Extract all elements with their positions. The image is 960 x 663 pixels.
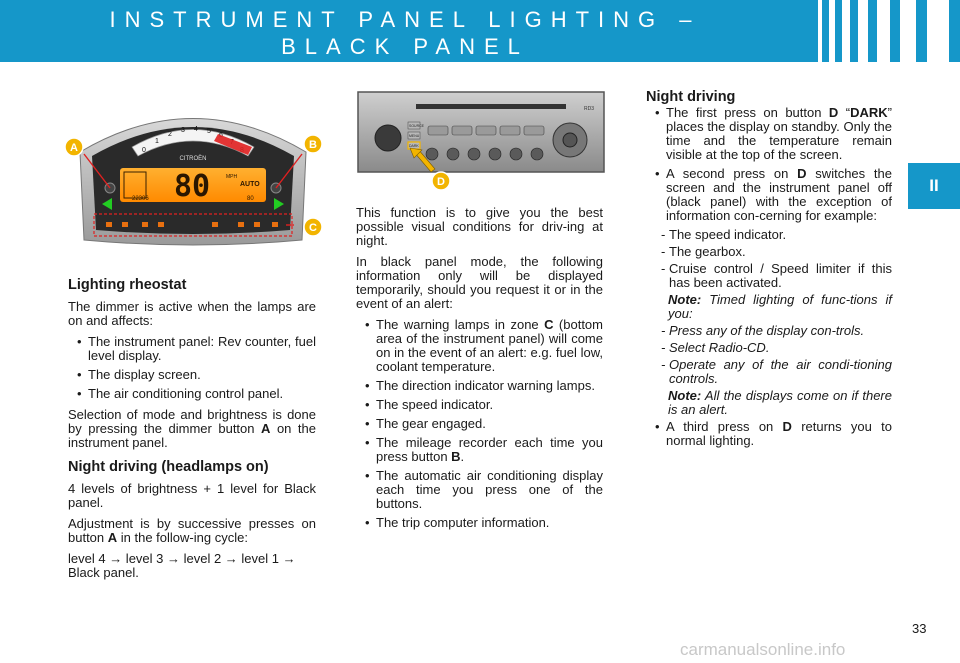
svg-text:D: D: [437, 176, 445, 188]
dash-item: - Select Radio-CD.: [646, 341, 892, 355]
tach-number: 0: [142, 147, 146, 154]
header-stripe: [900, 0, 916, 62]
svg-text:C: C: [309, 222, 317, 234]
dash-item: - Operate any of the air condi-tioning controls.: [646, 358, 892, 386]
radio-button-label: MENU: [409, 134, 420, 138]
chapter-tab[interactable]: II: [908, 163, 960, 209]
bullet-item: • The gear engaged.: [356, 417, 603, 431]
bullet-item: • A third press on D returns you to normal lighting.: [646, 420, 892, 448]
bullet-item: • The first press on button D “DARK” places the display on standby. Only the time and the temperature remain visible at the top of the screen.: [646, 106, 892, 162]
tach-number: 3: [181, 127, 185, 134]
paragraph: Adjustment is by successive presses on button A in the follow-ing cycle:: [68, 516, 316, 545]
callout-c: [304, 218, 322, 236]
dash-item: - The gearbox.: [646, 245, 892, 259]
left-column: [68, 278, 316, 587]
watermark: carmanualsonline.info: [680, 640, 846, 659]
speed-unit: MPH: [226, 174, 238, 180]
callout-a: [65, 138, 83, 156]
paragraph: level 4 → level 3 → level 2 → level 1 → Black panel.: [68, 551, 296, 580]
dash-item: - Press any of the display con-trols.: [646, 324, 892, 338]
instrument-panel-figure: [62, 90, 324, 250]
note: Note: Timed lighting of func-tions if you:: [668, 292, 892, 321]
tach-number: 2: [168, 131, 172, 138]
paragraph: The dimmer is active when the lamps are on and affects:: [68, 299, 316, 328]
bullet-item: • The instrument panel: Rev counter, fuel level display.: [68, 335, 316, 363]
tach-number: 1: [155, 138, 159, 145]
gear-mode: AUTO: [240, 181, 260, 188]
paragraph: 4 levels of brightness + 1 level for Black panel.: [68, 481, 316, 510]
header-stripe: [858, 0, 868, 62]
svg-text:B: B: [309, 139, 317, 151]
page-number: 33: [912, 621, 927, 636]
brand-label: CITROËN: [179, 156, 207, 162]
radio-figure: [356, 90, 608, 196]
bullet-item: • The warning lamps in zone C (bottom area of the instrument panel) will come on in the event of an alert: e.g. fuel low, coolant temperature.: [356, 318, 603, 374]
paragraph: In black panel mode, the following information only will be displayed temporarily, should you request it or in the event of an alert:: [356, 254, 603, 311]
bullet-item: • The trip computer information.: [356, 516, 603, 530]
speed-digits: 80: [174, 169, 211, 204]
radio-button-label: DARK: [409, 144, 419, 148]
dash-item: - The speed indicator.: [646, 228, 892, 242]
page-title: [0, 6, 810, 60]
radio-brand: RD3: [584, 106, 595, 112]
radio-button-label: SOURCE: [409, 124, 424, 128]
odometer: 22306: [132, 196, 149, 202]
note: Note: All the displays come on if there is an alert.: [668, 388, 892, 417]
header-stripe: [829, 0, 835, 62]
callout-d: [432, 172, 450, 190]
right-column: [646, 90, 892, 453]
title-line-1: INSTRUMENT PANEL LIGHTING –: [109, 7, 701, 32]
header-banner: [0, 0, 960, 62]
header-stripe: [818, 0, 822, 62]
section-heading: Night driving: [646, 89, 736, 105]
bullet-item: • The air conditioning control panel.: [68, 387, 316, 401]
tach-number: 5: [207, 128, 211, 135]
bullet-item: • The mileage recorder each time you press button B.: [356, 436, 603, 464]
section-heading: Night driving (headlamps on): [68, 459, 269, 475]
bullet-item: • The automatic air conditioning display each time you press one of the buttons.: [356, 469, 603, 511]
bullet-item: • The speed indicator.: [356, 398, 603, 412]
bullet-item: • The display screen.: [68, 368, 316, 382]
section-heading: Lighting rheostat: [68, 277, 187, 293]
header-stripe: [877, 0, 890, 62]
title-line-2: BLACK PANEL: [281, 34, 529, 59]
dash-item: - Cruise control / Speed limiter if this has been activated.: [646, 262, 892, 290]
middle-column: [356, 206, 603, 535]
paragraph: This function is to give you the best possible visual conditions for driv-ing at night.: [356, 205, 603, 248]
bullet-item: • A second press on D switches the screen and the instrument panel off (black panel) with the exception of information con-cerning for example:: [646, 167, 892, 223]
paragraph: Selection of mode and brightness is done by pressing the dimmer button A on the instrument panel.: [68, 407, 316, 450]
trip-value: 80: [247, 196, 254, 202]
tach-number: 4: [194, 126, 198, 133]
callout-b: [304, 135, 322, 153]
svg-text:A: A: [70, 142, 78, 154]
bullet-item: • The direction indicator warning lamps.: [356, 379, 603, 393]
header-stripe: [927, 0, 949, 62]
header-stripe: [842, 0, 850, 62]
